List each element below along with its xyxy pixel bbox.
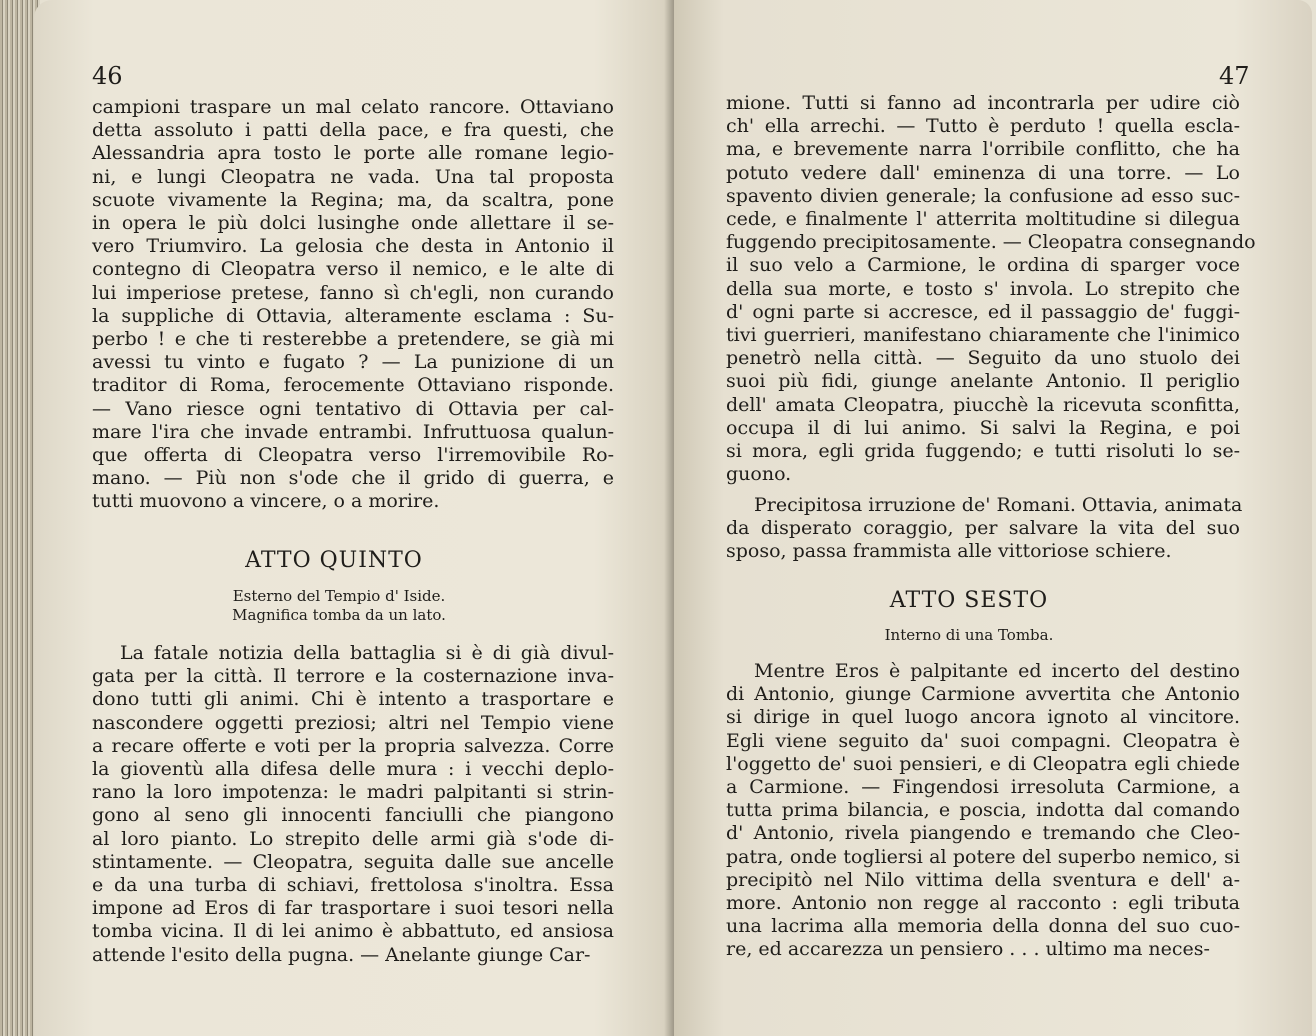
text-line: rano la loro impotenza: le madri palpitanti si strin- (92, 781, 614, 804)
text-line: patra, onde togliersi al potere del superbo nemico, si (726, 845, 1240, 868)
left-page (34, 0, 674, 1036)
text-line: tivi guerrieri, manifestano chiaramente che l'inimico (726, 324, 1240, 347)
text-line: suoi più fidi, giunge anelante Antonio. Il periglio (726, 370, 1240, 393)
paragraph-right-3 (726, 660, 1240, 962)
text-line: traditor di Roma, ferocemente Ottaviano risponde. (92, 374, 614, 397)
paragraph-left-1 (92, 96, 614, 514)
text-line: spavento divien generale; la confusione ad esso suc- (726, 184, 1240, 207)
text-line: una lacrima alla memoria della donna del suo cuo- (726, 915, 1240, 938)
text-line: a Carmione. — Fingendosi irresoluta Carmione, a (726, 776, 1240, 799)
text-line: la suppliche di Ottavia, alteramente esclama : Su- (92, 304, 614, 327)
text-line: l'oggetto de' suoi pensieri, e di Cleopatra egli chiede (726, 752, 1240, 775)
text-line: potuto vedere dall' eminenza di una torre. — Lo (726, 161, 1240, 184)
text-line: si dirige in quel luogo ancora ignoto al vincitore. (726, 706, 1240, 729)
act-subheading-6: Interno di una Tomba. (884, 626, 1054, 644)
text-line: a recare offerte e voti per la propria salvezza. Corre (92, 734, 614, 757)
text-line: d' ogni parte si accresce, ed il passaggio de' fuggi- (726, 300, 1240, 323)
text-line: Egli viene seguito da' suoi compagni. Cleopatra è (726, 729, 1240, 752)
text-line: more. Antonio non regge al racconto : egli tributa (726, 892, 1240, 915)
text-line: cede, e finalmente l' atterrita moltitudine si dilegua (726, 208, 1240, 231)
paragraph-right-1 (726, 92, 1256, 486)
text-line: mare l'ira che invade entrambi. Infruttuosa qualun- (92, 420, 614, 443)
act-heading-5: ATTO QUINTO (245, 548, 423, 573)
paragraph-right-2 (726, 494, 1243, 564)
text-line: contegno di Cleopatra verso il nemico, e le alte di (92, 258, 614, 281)
paragraph-left-2 (92, 642, 614, 967)
text-line: — Vano riesce ogni tentativo di Ottavia per cal- (92, 397, 614, 420)
act-subheading-5b: Magnifica tomba da un lato. (232, 606, 446, 624)
text-line: da disperato coraggio, per salvare la vita del suo (726, 517, 1240, 540)
text-line: si mora, egli grida fuggendo; e tutti risoluti lo se- (726, 440, 1240, 463)
text-line: perbo ! e che ti resterebbe a pretendere, se già mi (92, 328, 614, 351)
text-line: tutta prima bilancia, e poscia, indotta dal comando (726, 799, 1240, 822)
text-line: sposo, passa frammista alle vittoriose schiere. (726, 540, 1172, 563)
text-line: ch' ella arrechi. — Tutto è perduto ! quella escla- (726, 115, 1240, 138)
text-line: mione. Tutti si fanno ad incontrarla per udire ciò (726, 92, 1240, 114)
text-line: detta assoluto i patti della pace, e fra questi, che (92, 119, 614, 142)
text-line: occupa il di lui animo. Si salvi la Regina, e poi (726, 416, 1240, 439)
text-line: ni, e lungi Cleopatra ne vada. Una tal proposta (92, 165, 614, 188)
text-line: avessi tu vinto e fugato ? — La punizione di un (92, 351, 614, 374)
text-line: il suo velo a Carmione, le ordina di sparger voce (726, 254, 1240, 277)
text-line: al loro pianto. Lo strepito delle armi già s'ode di- (92, 827, 614, 850)
text-line: gono al seno gli innocenti fanciulli che piangono (92, 804, 614, 827)
text-line: La fatale notizia della battaglia si è di già divul- (120, 642, 614, 664)
text-line: impone ad Eros di far trasportare i suoi tesori nella (92, 897, 614, 920)
text-line: mano. — Più non s'ode che il grido di guerra, e (92, 467, 614, 490)
text-line: Precipitosa irruzione de' Romani. Ottavia, animata (754, 494, 1243, 516)
text-line: della sua morte, e tosto s' invola. Lo strepito che (726, 277, 1240, 300)
text-line: dell' amata Cleopatra, piucchè la ricevuta sconfitta, (726, 393, 1240, 416)
text-line: re, ed accarezza un pensiero . . . ultimo ma neces- (726, 938, 1210, 961)
text-line: vero Triumviro. La gelosia che desta in Antonio il (92, 235, 614, 258)
text-line: lui imperiose pretese, fanno sì ch'egli, non curando (92, 281, 614, 304)
page-number-right: 47 (1219, 62, 1250, 90)
text-line: tutti muovono a vincere, o a morire. (92, 490, 440, 513)
text-line: tomba vicina. Il di lei animo è abbattuto, ed ansiosa (92, 920, 614, 943)
text-line: gata per la città. Il terrore e la costernazione inva- (92, 665, 614, 688)
text-line: stintamente. — Cleopatra, seguita dalle sue ancelle (92, 850, 614, 873)
text-line: d' Antonio, rivela piangendo e tremando che Cleo- (726, 822, 1240, 845)
text-line: que offerta di Cleopatra verso l'irremovibile Ro- (92, 444, 614, 467)
text-line: e da una turba di schiavi, frettolosa s'inoltra. Essa (92, 874, 614, 897)
text-line: nascondere oggetti preziosi; altri nel Tempio viene (92, 711, 614, 734)
text-line: ma, e brevemente narra l'orribile conflitto, che ha (726, 138, 1240, 161)
text-line: dono tutti gli animi. Chi è intento a trasportare e (92, 688, 614, 711)
text-line: di Antonio, giunge Carmione avvertita che Antonio (726, 683, 1240, 706)
text-line: guono. (726, 463, 792, 486)
act-heading-6: ATTO SESTO (889, 588, 1049, 613)
text-line: penetrò nella città. — Seguito da uno stuolo dei (726, 347, 1240, 370)
text-line: Alessandria apra tosto le porte alle romane legio- (92, 142, 614, 165)
text-line: Mentre Eros è palpitante ed incerto del destino (754, 660, 1240, 682)
text-line: fuggendo precipitosamente. — Cleopatra consegnando (726, 231, 1256, 254)
act-subheading-5a: Esterno del Tempio d' Iside. (232, 587, 446, 605)
text-line: scuote vivamente la Regina; ma, da scaltra, pone (92, 188, 614, 211)
text-line: attende l'esito della pugna. — Anelante giunge Car- (92, 943, 591, 966)
right-page (674, 0, 1312, 1036)
text-line: campioni traspare un mal celato rancore. Ottaviano (92, 96, 614, 118)
text-line: precipitò nel Nilo vittima della sventura e dell' a- (726, 868, 1240, 891)
text-line: la gioventù alla difesa delle mura : i vecchi deplo- (92, 758, 614, 781)
text-line: in opera le più dolci lusinghe onde allettare il se- (92, 212, 614, 235)
page-number-left: 46 (92, 62, 123, 90)
